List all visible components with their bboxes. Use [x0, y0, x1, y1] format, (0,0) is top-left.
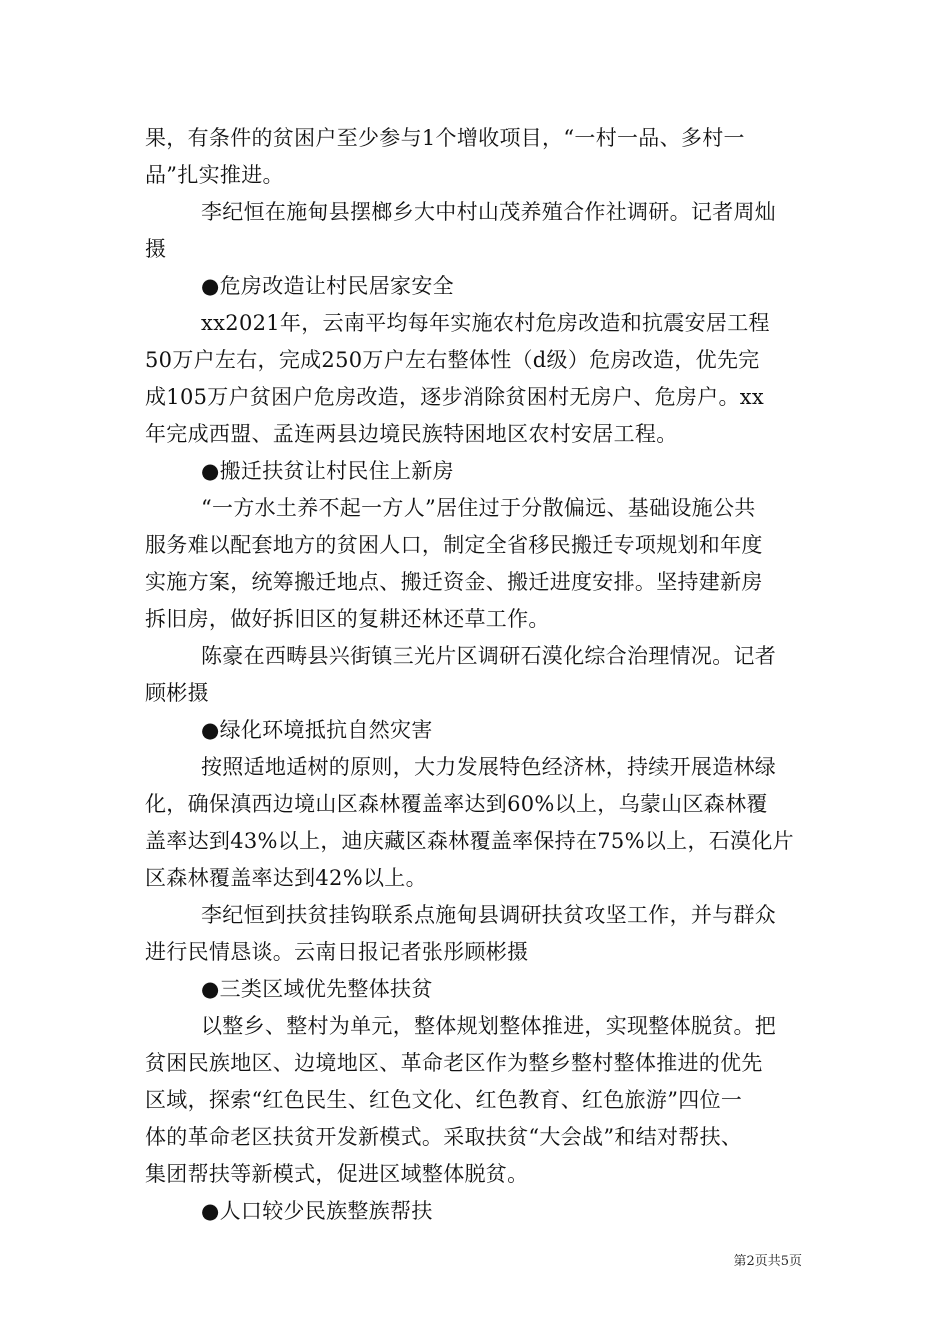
text-line: 服务难以配套地方的贫困人口，制定全省移民搬迁专项规划和年度: [145, 533, 763, 557]
document-body: [145, 120, 809, 1230]
text-line: 实施方案，统筹搬迁地点、搬迁资金、搬迁进度安排。坚持建新房: [145, 570, 763, 594]
text-line: 区域，探索“红色民生、红色文化、红色教育、红色旅游”四位一: [145, 1088, 743, 1112]
text-line: “一方水土养不起一方人”居住过于分散偏远、基础设施公共: [201, 496, 756, 520]
text-line: 顾彬摄: [145, 681, 209, 705]
page-number: 第2页共5页: [733, 1254, 802, 1269]
text-line: 陈豪在西畴县兴街镇三光片区调研石漠化综合治理情况。记者: [201, 644, 777, 668]
text-line: 摄: [145, 237, 167, 261]
text-line: 按照适地适树的原则，大力发展特色经济林，持续开展造林绿: [201, 755, 777, 779]
text-line: 品”扎实推进。: [145, 163, 284, 187]
text-line: 果，有条件的贫困户至少参与1个增收项目，“一村一品、多村一: [145, 126, 745, 150]
text-line: ●危房改造让村民居家安全: [201, 274, 454, 298]
text-line: 集团帮扶等新模式，促进区域整体脱贫。: [145, 1162, 529, 1186]
text-line: 贫困民族地区、边境地区、革命老区作为整乡整村整体推进的优先: [145, 1051, 763, 1075]
text-line: 李纪恒到扶贫挂钩联系点施甸县调研扶贫攻坚工作，并与群众: [201, 903, 777, 927]
text-line: 化，确保滇西边境山区森林覆盖率达到60%以上，乌蒙山区森林覆: [145, 792, 768, 816]
text-line: 以整乡、整村为单元，整体规划整体推进，实现整体脱贫。把: [201, 1014, 777, 1038]
text-line: 李纪恒在施甸县摆榔乡大中村山茂养殖合作社调研。记者周灿: [201, 200, 777, 224]
text-line: 50万户左右，完成250万户左右整体性（d级）危房改造，优先完: [145, 348, 760, 372]
text-line: 体的革命老区扶贫开发新模式。采取扶贫“大会战”和结对帮扶、: [145, 1125, 743, 1149]
text-line: ●三类区域优先整体扶贫: [201, 977, 433, 1001]
text-line: 拆旧房，做好拆旧区的复耕还林还草工作。: [145, 607, 550, 631]
text-line: xx2021年，云南平均每年实施农村危房改造和抗震安居工程: [201, 311, 770, 335]
text-line: ●搬迁扶贫让村民住上新房: [201, 459, 454, 483]
text-line: 成105万户贫困户危房改造，逐步消除贫困村无房户、危房户。xx: [145, 385, 765, 409]
text-line: 区森林覆盖率达到42%以上。: [145, 866, 427, 890]
text-line: ●人口较少民族整族帮扶: [201, 1199, 433, 1223]
text-line: 年完成西盟、孟连两县边境民族特困地区农村安居工程。: [145, 422, 678, 446]
text-line: 进行民情恳谈。云南日报记者张彤顾彬摄: [145, 940, 529, 964]
text-line: 盖率达到43%以上，迪庆藏区森林覆盖率保持在75%以上，石漠化片: [145, 829, 794, 853]
text-line: ●绿化环境抵抗自然灾害: [201, 718, 433, 742]
